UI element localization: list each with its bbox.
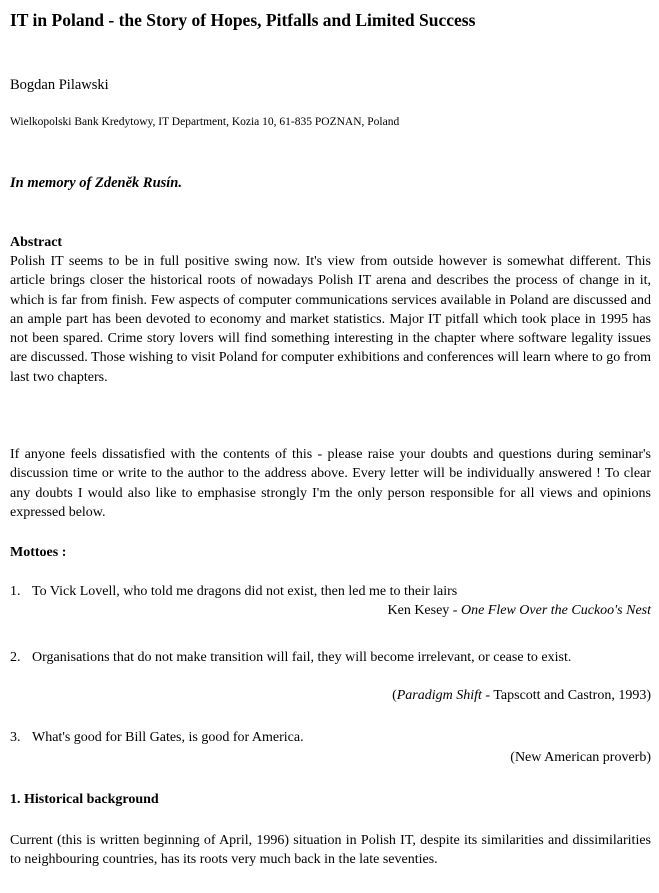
motto-text: To Vick Lovell, who told me dragons did not exist, then led me to their lairs — [32, 584, 458, 599]
author-name: Bogdan Pilawski — [10, 77, 109, 93]
motto-number: 1. — [10, 584, 21, 599]
author-affiliation: Wielkopolski Bank Kredytowy, IT Department, Kozia 10, 61-835 POZNAN, Poland — [10, 116, 400, 128]
section-paragraph: Current (this is written beginning of April, 1996) situation in Polish IT, despite its similarities and dissimilarities to neighbouring countries, has its roots very much back in the late seventies. — [10, 833, 651, 868]
motto-source-italic: Paradigm Shift — [396, 688, 482, 703]
motto-source-plain: (New American proverb) — [510, 750, 651, 765]
mottoes-heading: Mottoes : — [10, 545, 67, 560]
section-heading: 1. Historical background — [10, 792, 159, 807]
paper-title: IT in Poland - the Story of Hopes, Pitfalls and Limited Success — [10, 10, 476, 30]
motto-number: 3. — [10, 730, 21, 745]
motto-source — [510, 748, 651, 767]
abstract-heading: Abstract — [10, 235, 63, 250]
motto-source-suffix: - Tapscott and Castron, 1993) — [481, 688, 651, 703]
motto-source — [392, 686, 651, 705]
motto-source-plain: ( — [392, 688, 397, 703]
motto-source — [388, 601, 652, 620]
motto-source-italic: One Flew Over the Cuckoo's Nest — [460, 603, 651, 618]
abstract-paragraph-1: Polish IT seems to be in full positive swing now. It's view from outside however is somewhat different. This article brings closer the historical roots of nowadays Polish IT arena and describes the process of change in it, which is far from finish. Few aspects of computer communications services available in Poland are discussed and an ample part has been devoted to economy and market statistics. Major IT pitfall which took place in 1995 has not been spared. Crime story lovers will find something interesting in the chapter where software legality issues are discussed. Those wishing to visit Poland for computer exhibitions and conferences will learn where to go from last two chapters. — [10, 254, 651, 385]
dedication: In memory of Zdeněk Rusín. — [10, 175, 182, 191]
motto-source-plain: Ken Kesey - — [387, 603, 461, 618]
motto-text: Organisations that do not make transition will fail, they will become irrelevant, or cease to exist. — [32, 650, 572, 665]
abstract-paragraph-2: If anyone feels dissatisfied with the contents of this - please raise your doubts and questions during seminar's discussion time or write to the author to the address above. Every letter will be individually answered ! To clear any doubts I would also like to emphasise strongly I'm the only person responsible for all views and opinions expressed below. — [10, 447, 651, 520]
motto-number: 2. — [10, 650, 21, 665]
motto-text: What's good for Bill Gates, is good for America. — [32, 730, 304, 745]
